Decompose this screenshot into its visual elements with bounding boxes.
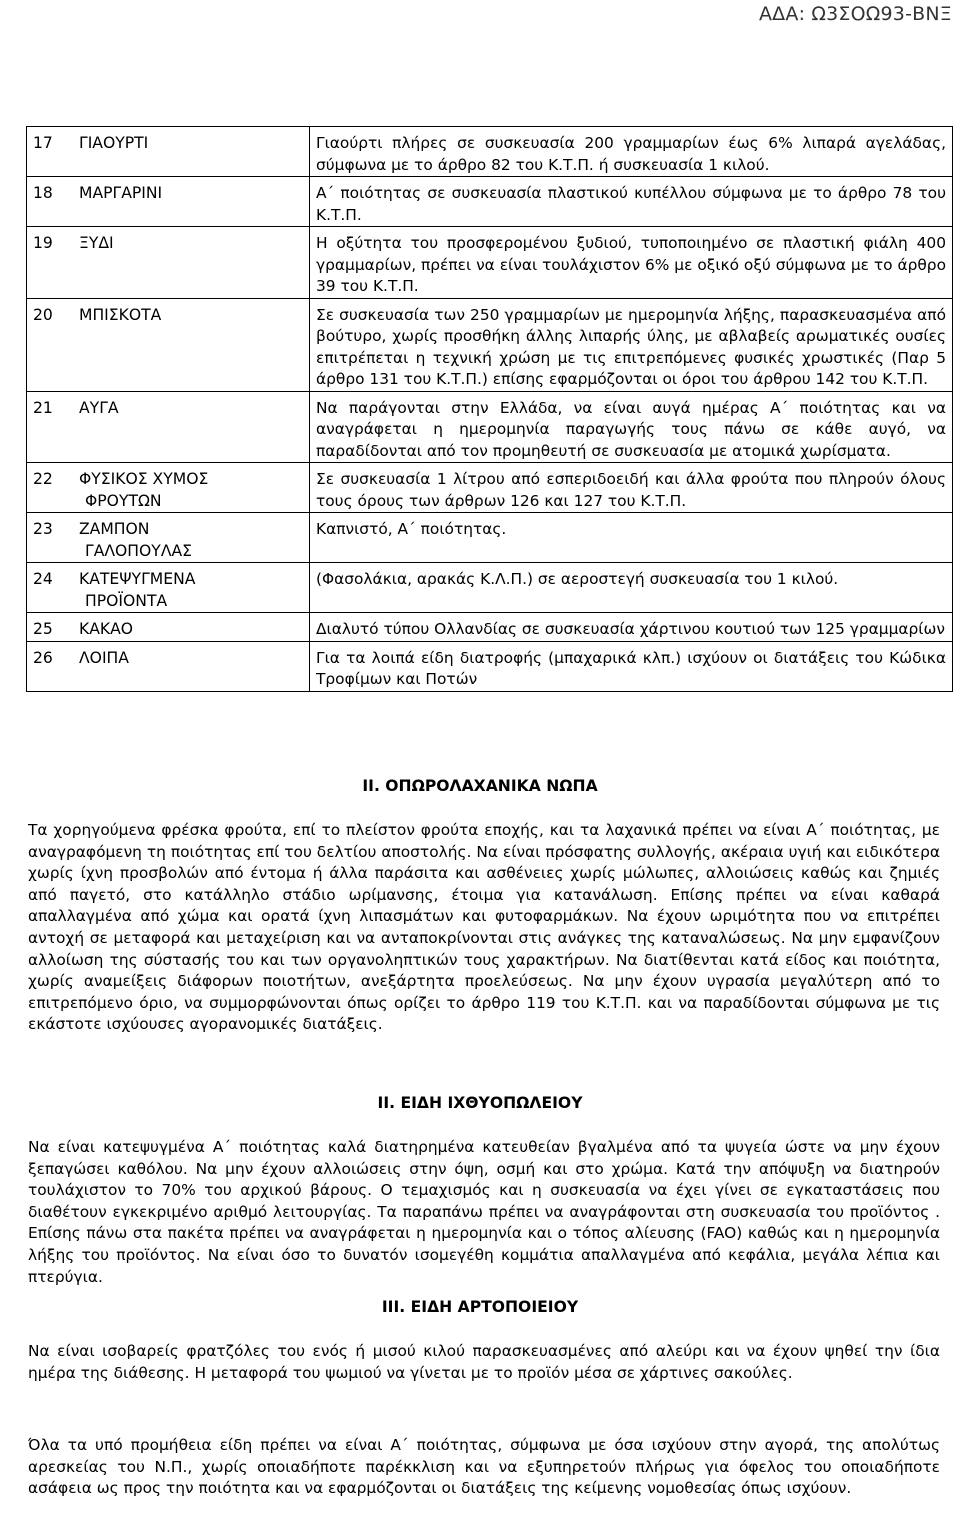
item-description: Για τα λοιπά είδη διατροφής (μπαχαρικά κλπ.) ισχύουν οι διατάξεις του Κώδικα Τροφίμων και Ποτών — [310, 641, 953, 691]
item-description: Καπνιστό, Α΄ ποιότητας. — [310, 513, 953, 563]
item-number: 24 — [33, 570, 53, 588]
table-row — [27, 227, 953, 299]
table-row — [27, 127, 953, 177]
item-name: ΚΑΚΑΟ — [79, 620, 134, 638]
section-heading-fruits-vegetables: ΙΙ. ΟΠΩΡΟΛΑΧΑΝΙΚΑ ΝΩΠΑ — [362, 777, 598, 795]
item-name: ΖΑΜΠΟΝ — [79, 520, 150, 538]
table-row — [27, 177, 953, 227]
section-heading-bakery: ΙΙΙ. ΕΙΔΗ ΑΡΤΟΠΟΙΕΙΟΥ — [381, 1298, 579, 1316]
item-label-cell — [27, 641, 310, 691]
item-number: 17 — [33, 134, 53, 152]
item-description: Σε συσκευασία 1 λίτρου από εσπεριδοειδή και άλλα φρούτα που πληρούν όλους τους όρους των άρθρων 126 και 127 του Κ.Τ.Π. — [310, 463, 953, 513]
table-row — [27, 641, 953, 691]
item-number: 19 — [33, 234, 53, 252]
item-description: Γιαούρτι πλήρες σε συσκευασία 200 γραμμαρίων έως 6% λιπαρά αγελάδας, σύμφωνα με το άρθρο 82 του Κ.Τ.Π. ή συσκευασία 1 κιλού. — [310, 127, 953, 177]
item-label-cell — [27, 177, 310, 227]
item-number: 20 — [33, 305, 53, 324]
table-row — [27, 463, 953, 513]
item-description: Σε συσκευασία των 250 γραμμαρίων με ημερομηνία λήξης, παρασκευασμένα από βούτυρο, χωρίς προσθήκη άλλης λιπαρής ύλης, με αβλαβείς αρωματικές ουσίες επιτρέπεται η τεχνική χρώση με τις επιτρεπόμενες φυσικές χρωστικές (Παρ 5 άρθρο 131 του Κ.Τ.Π.) επίσης εφαρμόζονται οι όροι του άρθρου 142 του Κ.Τ.Π. — [310, 298, 953, 391]
paragraph-fruits-vegetables: Τα χορηγούμενα φρέσκα φρούτα, επί το πλείστον φρούτα εποχής, και τα λαχανικά πρέπει να είναι Α΄ ποιότητας, με αναγραφόμενη τη ποιότητας επί του δελτίου αποστολής. Να είναι πρόσφατης συλλογής, ακέραια υγιή και ειδικότερα χωρίς ίχνη προσβολών από έντομα ή άλλα παράσιτα και ασθένειες χωρίς μώλωπες, αλλοιώσεις καθώς και ζημιές από παγετό, στο κατάλληλο στάδιο ωρίμανσης, έτοιμα για κατανάλωση. Επίσης πρέπει να είναι καθαρά απαλλαγμένα από χώμα και ορατά ίχνη λιπασμάτων και φυτοφαρμάκων. Να έχουν ωριμότητα που να επιτρέπει αντοχή σε μεταφορά και μεταχείριση και να ανταποκρίνονται στις ανάγκες της καταναλώσεως. Να μην εμφανίζουν αλλοίωση της σύστασής του και των οργανοληπτικών τους χαρακτήρων. Να διατίθενται κατά είδος και ποιότητα, χωρίς αναμείξεις διάφορων ποιοτήτων, ανεξάρτητα προελεύσεως. Να μην έχουν υγρασία μεγαλύτερη από το επιτρεπόμενο όριο, να συμμορφώνονται όπως ορίζει το άρθρο 119 του Κ.Τ.Π. και να παραδίδονται σύμφωνα με τις εκάστοτε ισχύουσες αγορανομικές διατάξεις. — [28, 821, 940, 1034]
item-label-cell — [27, 298, 310, 391]
item-number: 22 — [33, 470, 53, 488]
item-name: ΓΙΑΟΥΡΤΙ — [79, 134, 149, 152]
item-description: Α΄ ποιότητας σε συσκευασία πλαστικού κυπέλλου σύμφωνα με το άρθρο 78 του Κ.Τ.Π. — [310, 177, 953, 227]
item-name-continued: ΦΡΟΥΤΩΝ — [85, 491, 162, 510]
item-number: 26 — [33, 648, 53, 667]
table-row — [27, 391, 953, 463]
item-number: 25 — [33, 620, 53, 638]
item-name: ΞΥΔΙ — [79, 234, 114, 252]
item-description: (Φασολάκια, αρακάς Κ.Λ.Π.) σε αεροστεγή συσκευασία του 1 κιλού. — [310, 563, 953, 613]
item-name: ΦΥΣΙΚΟΣ ΧΥΜΟΣ — [79, 470, 209, 488]
item-label-cell — [27, 563, 310, 613]
items-table — [26, 126, 953, 692]
item-name: ΜΑΡΓΑΡΙΝΙ — [79, 184, 163, 202]
section-heading-fish: ΙΙ. ΕΙΔΗ ΙΧΘΥΟΠΩΛΕΙΟΥ — [377, 1094, 583, 1112]
item-label-cell — [27, 613, 310, 642]
item-name: ΛΟΙΠΑ — [79, 648, 129, 667]
item-name: ΚΑΤΕΨΥΓΜΕΝΑ — [79, 570, 196, 588]
item-label-cell — [27, 127, 310, 177]
table-row — [27, 613, 953, 642]
item-label-cell — [27, 227, 310, 299]
item-name: ΑΥΓΑ — [79, 398, 119, 417]
item-name-continued: ΓΑΛΟΠΟΥΛΑΣ — [85, 541, 193, 560]
item-name-continued: ΠΡΟΪΟΝΤΑ — [85, 591, 168, 610]
item-label-cell — [27, 391, 310, 463]
item-number: 23 — [33, 520, 53, 538]
item-number: 21 — [33, 398, 53, 417]
item-label-cell — [27, 463, 310, 513]
item-name: ΜΠΙΣΚΟΤΑ — [79, 305, 162, 324]
table-row — [27, 298, 953, 391]
item-description: Διαλυτό τύπου Ολλανδίας σε συσκευασία χάρτινου κουτιού των 125 γραμμαρίων — [310, 613, 953, 642]
paragraph-general-terms: Όλα τα υπό προμήθεια είδη πρέπει να είναι Α΄ ποιότητας, σύμφωνα με όσα ισχύουν στην αγορά, της απολύτως αρεσκείας του Ν.Π., χωρίς οποιαδήποτε παρέκκλιση και να εξυπηρετούν πλήρως για όφελος του οποιαδήποτε ασάφεια ως προς την ποιότητα και να εφαρμόζονται οι διατάξεις της κείμενης νομοθεσίας όπως ισχύουν. — [28, 1436, 940, 1498]
paragraph-bakery: Να είναι ισοβαρείς φρατζόλες του ενός ή μισού κιλού παρασκευασμένες από αλεύρι και να έχουν ψηθεί την ίδια ημέρα της διάθεσης. Η μεταφορά του ψωμιού να γίνεται με το προϊόν μέσα σε χάρτινες σακούλες. — [28, 1342, 940, 1382]
paragraph-fish: Να είναι κατεψυγμένα Α΄ ποιότητας καλά διατηρημένα κατευθείαν βγαλμένα από τα ψυγεία ώστε να μην έχουν ξεπαγώσει καθόλου. Να μην έχουν αλλοιώσεις στην όψη, οσμή και στο χρώμα. Κατά την απόψυξη να διατηρούν τουλάχιστον το 70% του αρχικού βάρους. Ο τεμαχισμός και η συσκευασία να έχει γίνει σε εγκαταστάσεις που διαθέτουν εγκεκριμένο αριθμό λειτουργίας. Τα παραπάνω πρέπει να αναγράφονται στη συσκευασία του προϊόντος . Επίσης πάνω στα πακέτα πρέπει να αναγράφεται η ημερομηνία και ο τόπος αλίευσης (FAO) καθώς και η ημερομηνία λήξης του προϊόντος. Να είναι όσο το δυνατόν ισομεγέθη κομμάτια απαλλαγμένα από κεφάλια, μεγάλα λέπια και πτερύγια. — [28, 1138, 940, 1286]
table-row — [27, 513, 953, 563]
item-number: 18 — [33, 184, 53, 202]
item-description: Να παράγονται στην Ελλάδα, να είναι αυγά ημέρας Α΄ ποιότητας και να αναγράφεται η ημερομηνία παραγωγής τους πάνω σε κάθε αυγό, να παραδίδονται από τον προμηθευτή σε συσκευασία με ατομικά χωρίσματα. — [310, 391, 953, 463]
table-row — [27, 563, 953, 613]
item-description: Η οξύτητα του προσφερομένου ξυδιού, τυποποιημένο σε πλαστική φιάλη 400 γραμμαρίων, πρέπει να είναι τουλάχιστον 6% με οξικό οξύ σύμφωνα με το άρθρο 39 του Κ.Τ.Π. — [310, 227, 953, 299]
item-label-cell — [27, 513, 310, 563]
ada-code: ΑΔΑ: Ω3ΣΟΩ93-ΒΝΞ — [758, 3, 952, 25]
